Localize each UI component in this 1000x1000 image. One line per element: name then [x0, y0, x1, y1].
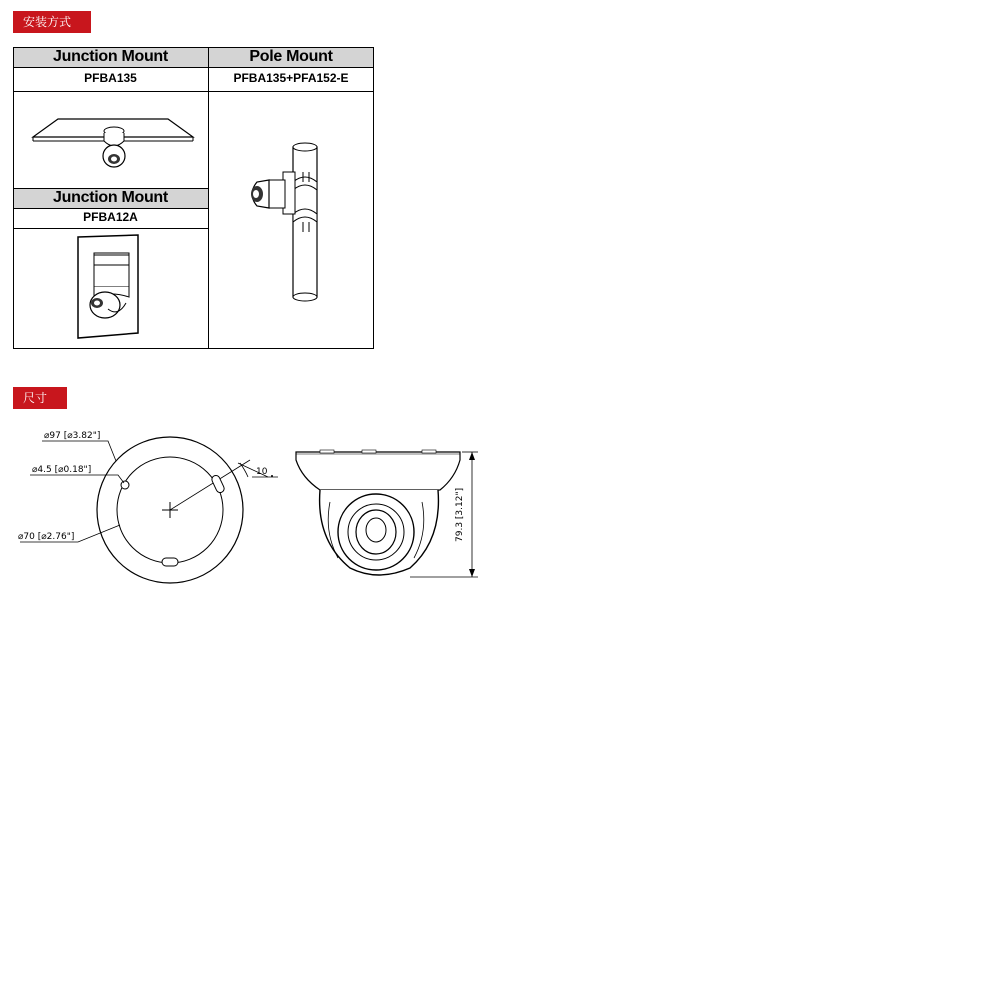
- height-label: 79.3 [3.12"]: [455, 487, 465, 542]
- inner-diameter-label: ⌀70 [⌀2.76"]: [18, 532, 75, 542]
- dimensions-section-tag: 尺寸: [13, 387, 67, 409]
- pole-mount-illustration: [243, 142, 343, 302]
- pole-mount-model: PFBA135+PFA152-E: [208, 67, 374, 91]
- table-border-right: [373, 47, 374, 349]
- junction-mount-header: Junction Mount: [13, 47, 208, 67]
- hole-diameter-label: ⌀4.5 [⌀0.18"]: [32, 465, 92, 475]
- table-col-divider: [208, 47, 209, 349]
- mount-table: [13, 47, 374, 349]
- junction-mount-model-2: PFBA12A: [13, 208, 208, 228]
- junction-mount-model: PFBA135: [13, 67, 208, 91]
- table-border-left: [13, 47, 14, 349]
- angle-label: 10: [256, 467, 268, 477]
- table-row-line-5: [13, 228, 208, 229]
- side-view-drawing: [290, 440, 490, 585]
- installation-section-tag: 安装方式: [13, 11, 91, 33]
- ceiling-mount-illustration: [33, 107, 193, 177]
- top-view-drawing: [10, 425, 290, 595]
- pole-mount-header: Pole Mount: [208, 47, 374, 67]
- outer-diameter-label: ⌀97 [⌀3.82"]: [44, 431, 101, 441]
- table-row-line-1: [13, 67, 374, 68]
- table-border-bottom: [13, 348, 374, 349]
- table-border-top: [13, 47, 374, 48]
- junction-mount-header-2: Junction Mount: [13, 188, 208, 208]
- table-row-line-4: [13, 208, 208, 209]
- table-row-line-2: [13, 91, 374, 92]
- wall-mount-illustration: [78, 235, 148, 340]
- table-row-line-3: [13, 188, 208, 189]
